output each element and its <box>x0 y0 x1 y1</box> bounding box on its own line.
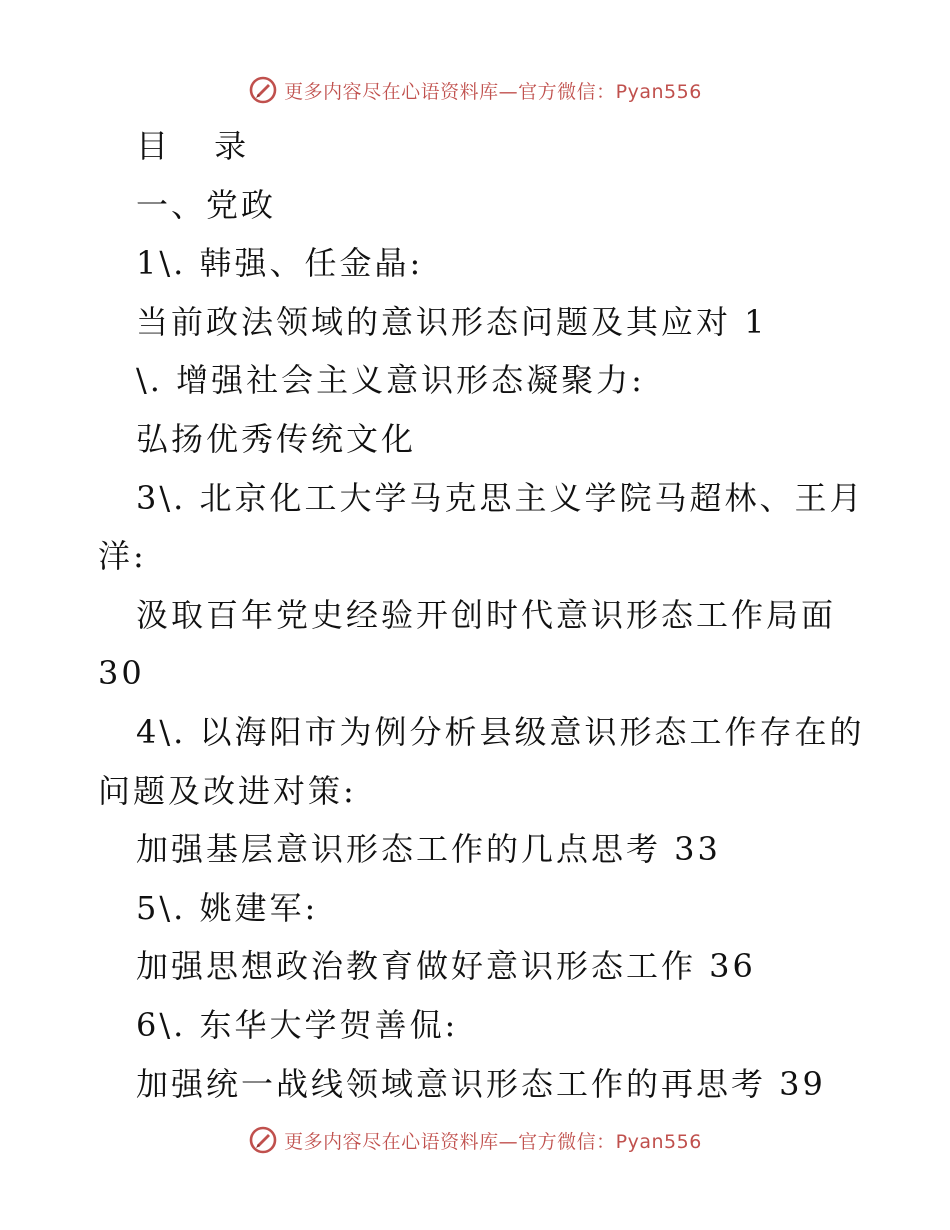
footer-watermark <box>0 1120 950 1160</box>
toc-entry-page-number: 30 <box>98 654 145 693</box>
toc-entry-author: 6\. 东华大学贺善侃: <box>136 1005 459 1044</box>
toc-entry-title: 汲取百年党史经验开创时代意识形态工作局面 <box>136 595 837 634</box>
toc-entry-author-continued: 洋: <box>98 537 147 576</box>
toc-entry-author: 5\. 姚建军: <box>136 888 319 927</box>
table-of-contents <box>98 117 865 1113</box>
toc-entry-author: 1\. 韩强、任金晶: <box>136 244 424 283</box>
toc-entry-title: 加强思想政治教育做好意识形态工作 36 <box>136 947 756 986</box>
watermark-text: 更多内容尽在心语资料库—官方微信：Pyan556 <box>284 1130 702 1153</box>
toc-entry-title: 加强统一战线领域意识形态工作的再思考 39 <box>136 1064 826 1103</box>
toc-entry-title: 当前政法领域的意识形态问题及其应对 1 <box>136 302 768 341</box>
toc-entry-author-continued: 问题及改进对策: <box>98 771 357 810</box>
toc-entry-title: 弘扬优秀传统文化 <box>136 419 417 458</box>
watermark-text: 更多内容尽在心语资料库—官方微信：Pyan556 <box>284 80 702 103</box>
toc-section-heading: 一、党政 <box>136 185 277 224</box>
quill-logo-icon <box>248 1125 278 1155</box>
toc-title: 目 录 <box>136 127 265 165</box>
quill-logo-icon <box>248 75 278 105</box>
toc-entry-author: \. 增强社会主义意识形态凝聚力: <box>136 361 645 400</box>
toc-entry-author: 4\. 以海阳市为例分析县级意识形态工作存在的 <box>136 712 865 751</box>
header-watermark <box>0 70 950 110</box>
toc-entry-title: 加强基层意识形态工作的几点思考 33 <box>136 830 721 869</box>
toc-entry-author: 3\. 北京化工大学马克思主义学院马超林、王月 <box>136 478 865 517</box>
